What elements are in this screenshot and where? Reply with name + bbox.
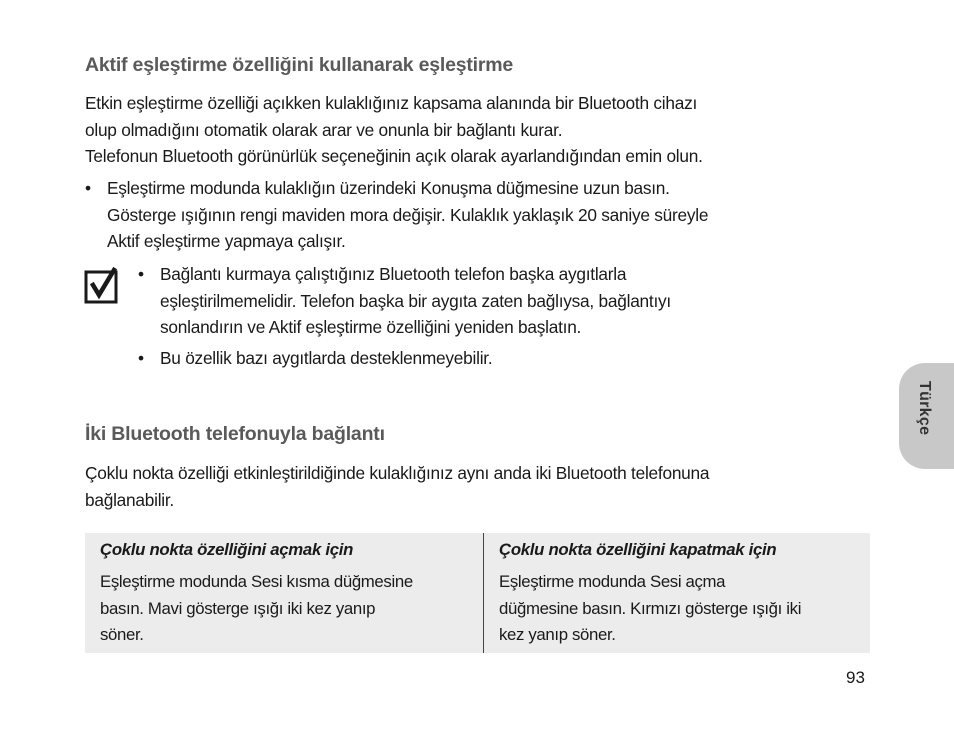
multipoint-paragraph <box>85 460 875 513</box>
page-number: 93 <box>846 668 865 687</box>
note-text <box>160 261 920 341</box>
section-heading-active-pairing: Aktif eşleştirme özelliğini kullanarak eşleştirme <box>85 54 514 76</box>
text-line: Etkin eşleştirme özelliği açıkken kulaklığınız kapsama alanında bir Bluetooth cihazı <box>85 93 698 113</box>
text-line: Çoklu nokta özelliği etkinleştirildiğinde kulaklığınız aynı anda iki Bluetooth telefonuna <box>85 463 710 483</box>
bullet-text <box>107 175 867 255</box>
text-line: Aktif eşleştirme yapmaya çalışır. <box>107 231 346 251</box>
text-line: söner. <box>100 625 144 644</box>
text-line: Eşleştirme modunda Sesi kısma düğmesine <box>100 572 413 591</box>
text-line: eşleştirilmemelidir. Telefon başka bir aygıta zaten bağlıysa, bağlantıyı <box>160 290 671 311</box>
text-line: Bağlantı kurmaya çalıştığınız Bluetooth telefon başka aygıtlarla <box>160 264 627 284</box>
bullet-dot: • <box>138 348 144 368</box>
table-cell <box>499 569 874 649</box>
table-column-enable <box>85 533 482 653</box>
text-line: bağlanabilir. <box>85 489 174 510</box>
table-header: Çoklu nokta özelliğini açmak için <box>100 540 354 559</box>
bullet-dot: • <box>138 264 144 284</box>
note-text <box>160 345 920 372</box>
text-line: Telefonun Bluetooth görünürlük seçeneğinin açık olarak ayarlandığından emin olun. <box>85 146 703 166</box>
text-line: Gösterge ışığının rengi maviden mora değişir. Kulaklık yaklaşık 20 saniye süreyle <box>107 204 709 225</box>
language-tab-label: Türkçe <box>916 381 933 436</box>
text-line: düğmesine basın. Kırmızı gösterge ışığı iki <box>499 598 802 618</box>
multipoint-table <box>85 533 870 653</box>
bullet-dot: • <box>85 178 91 198</box>
text-line: olup olmadığını otomatik olarak arar ve onunla bir bağlantı kurar. <box>85 119 563 140</box>
text-line: Eşleştirme modunda kulaklığın üzerindeki Konuşma düğmesine uzun basın. <box>107 178 670 198</box>
intro-paragraph <box>85 90 875 170</box>
text-line: Bu özellik bazı aygıtlarda desteklenmeyebilir. <box>160 348 493 368</box>
language-tab <box>899 363 954 469</box>
text-line: kez yanıp söner. <box>499 625 616 644</box>
text-line: basın. Mavi gösterge ışığı iki kez yanıp <box>100 598 376 618</box>
section-heading-two-phones: İki Bluetooth telefonuyla bağlantı <box>85 423 385 445</box>
table-cell <box>100 569 475 649</box>
checkbox-checked-icon <box>84 266 122 304</box>
text-line: sonlandırın ve Aktif eşleştirme özelliğini yeniden başlatın. <box>160 317 582 337</box>
table-header: Çoklu nokta özelliğini kapatmak için <box>499 540 777 559</box>
table-column-disable <box>483 533 871 653</box>
text-line: Eşleştirme modunda Sesi açma <box>499 572 726 591</box>
